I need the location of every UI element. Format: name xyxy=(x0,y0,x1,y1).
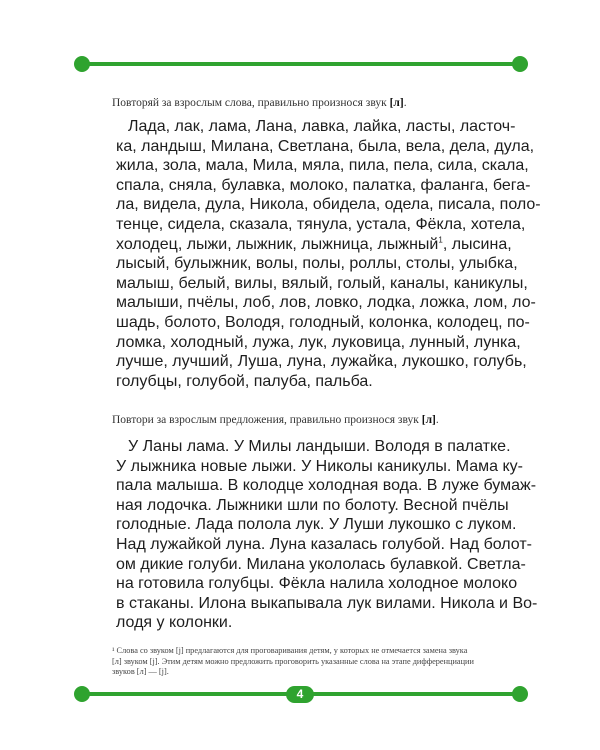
word-list xyxy=(116,117,556,391)
sentence-line: в стаканы. Илона выкапывала лук вилами. Никола и Во- xyxy=(116,594,538,612)
footnote-line: ¹ Слова со звуком [j] предлагаются для проговаривания детям, у которых не отмечается замена звука xyxy=(112,646,468,655)
sentence-line: ом дикие голуби. Милана укололась булавкой. Светла- xyxy=(116,555,526,573)
word-line: ла, видела, дула, Никола, обидела, одела, писала, поло- xyxy=(116,196,541,214)
word-line: шадь, болото, Володя, голодный, колонка, колодец, по- xyxy=(116,313,530,331)
word-line: малыш, белый, вилы, вялый, голый, каналы, каникулы, xyxy=(116,274,528,292)
footnote-line: [л] звуком [j]. Этим детям можно предложить проговорить указанные слова на этапе дифференциации xyxy=(112,656,474,666)
word-line xyxy=(116,235,556,255)
instruction-sentences xyxy=(112,414,552,426)
sentence-list xyxy=(116,437,556,633)
sentence-line: У лыжника новые лыжи. У Николы каникулы. Мама ку- xyxy=(116,457,524,475)
word-line: жила, зола, мала, Мила, мяла, пила, пела, сила, скала, xyxy=(116,157,529,175)
word-line: малыши, пчёлы, лоб, лов, ловко, лодка, ложка, лом, ло- xyxy=(116,294,536,312)
word-line: тенце, сидела, сказала, тянула, устала, Фёкла, хотела, xyxy=(116,215,526,233)
word-line: лучше, лучший, Луша, луна, лужайка, лукошко, голубь, xyxy=(116,353,527,371)
instruction-sentences-sound: [л] xyxy=(421,414,436,426)
sentence-line: лодя у колонки. xyxy=(116,614,233,632)
instruction-words xyxy=(112,97,552,109)
bottom-right-decor-dot xyxy=(512,686,528,702)
page-number: 4 xyxy=(286,686,314,703)
sentence-line: пала малыша. В колодце холодная вода. В луже бумаж- xyxy=(116,477,537,495)
footnote-marker: 1 xyxy=(438,235,443,245)
top-left-decor-dot xyxy=(74,56,90,72)
instruction-words-text: Повторяй за взрослым слова, правильно произнося звук xyxy=(112,97,390,109)
word-line: голубцы, голубой, палуба, пальба. xyxy=(116,372,373,390)
instruction-words-sound: [л] xyxy=(389,97,404,109)
top-right-decor-dot xyxy=(512,56,528,72)
footnote-line: звуков [л] — [j]. xyxy=(112,667,169,676)
word-line-part: , лысина, xyxy=(442,235,512,253)
sentence-line: Над лужайкой луна. Луна казалась голубой. Над болот- xyxy=(116,535,532,553)
sentence-line: на готовила голубцы. Фёкла налила холодное молоко xyxy=(116,575,518,593)
word-line: Лада, лак, лама, Лана, лавка, лайка, ласты, ласточ- xyxy=(128,118,516,135)
instruction-sentences-end: . xyxy=(435,414,439,426)
top-divider-bar xyxy=(82,62,518,66)
instruction-sentences-text: Повтори за взрослым предложения, правильно произнося звук xyxy=(112,414,422,426)
sentence-line: ная лодочка. Лыжники шли по болоту. Весной пчёлы xyxy=(116,496,509,514)
sentence-line: У Ланы лама. У Милы ландыши. Володя в палатке. xyxy=(128,438,511,455)
word-line: спала, сняла, булавка, молоко, палатка, фаланга, бега- xyxy=(116,176,531,194)
footnote xyxy=(112,646,552,678)
instruction-words-end: . xyxy=(403,97,407,109)
word-line: ломка, холодный, лужа, лук, луковица, лунный, лунка, xyxy=(116,333,521,351)
sentence-line: голодные. Лада полола лук. У Луши лукошко с луком. xyxy=(116,516,517,534)
word-line: ка, ландыш, Милана, Светлана, была, вела, дела, дула, xyxy=(116,137,535,155)
word-line: лысый, булыжник, волы, полы, роллы, столы, улыбка, xyxy=(116,255,518,273)
word-line-part: холодец, лыжи, лыжник, лыжница, лыжный xyxy=(116,235,439,253)
bottom-left-decor-dot xyxy=(74,686,90,702)
